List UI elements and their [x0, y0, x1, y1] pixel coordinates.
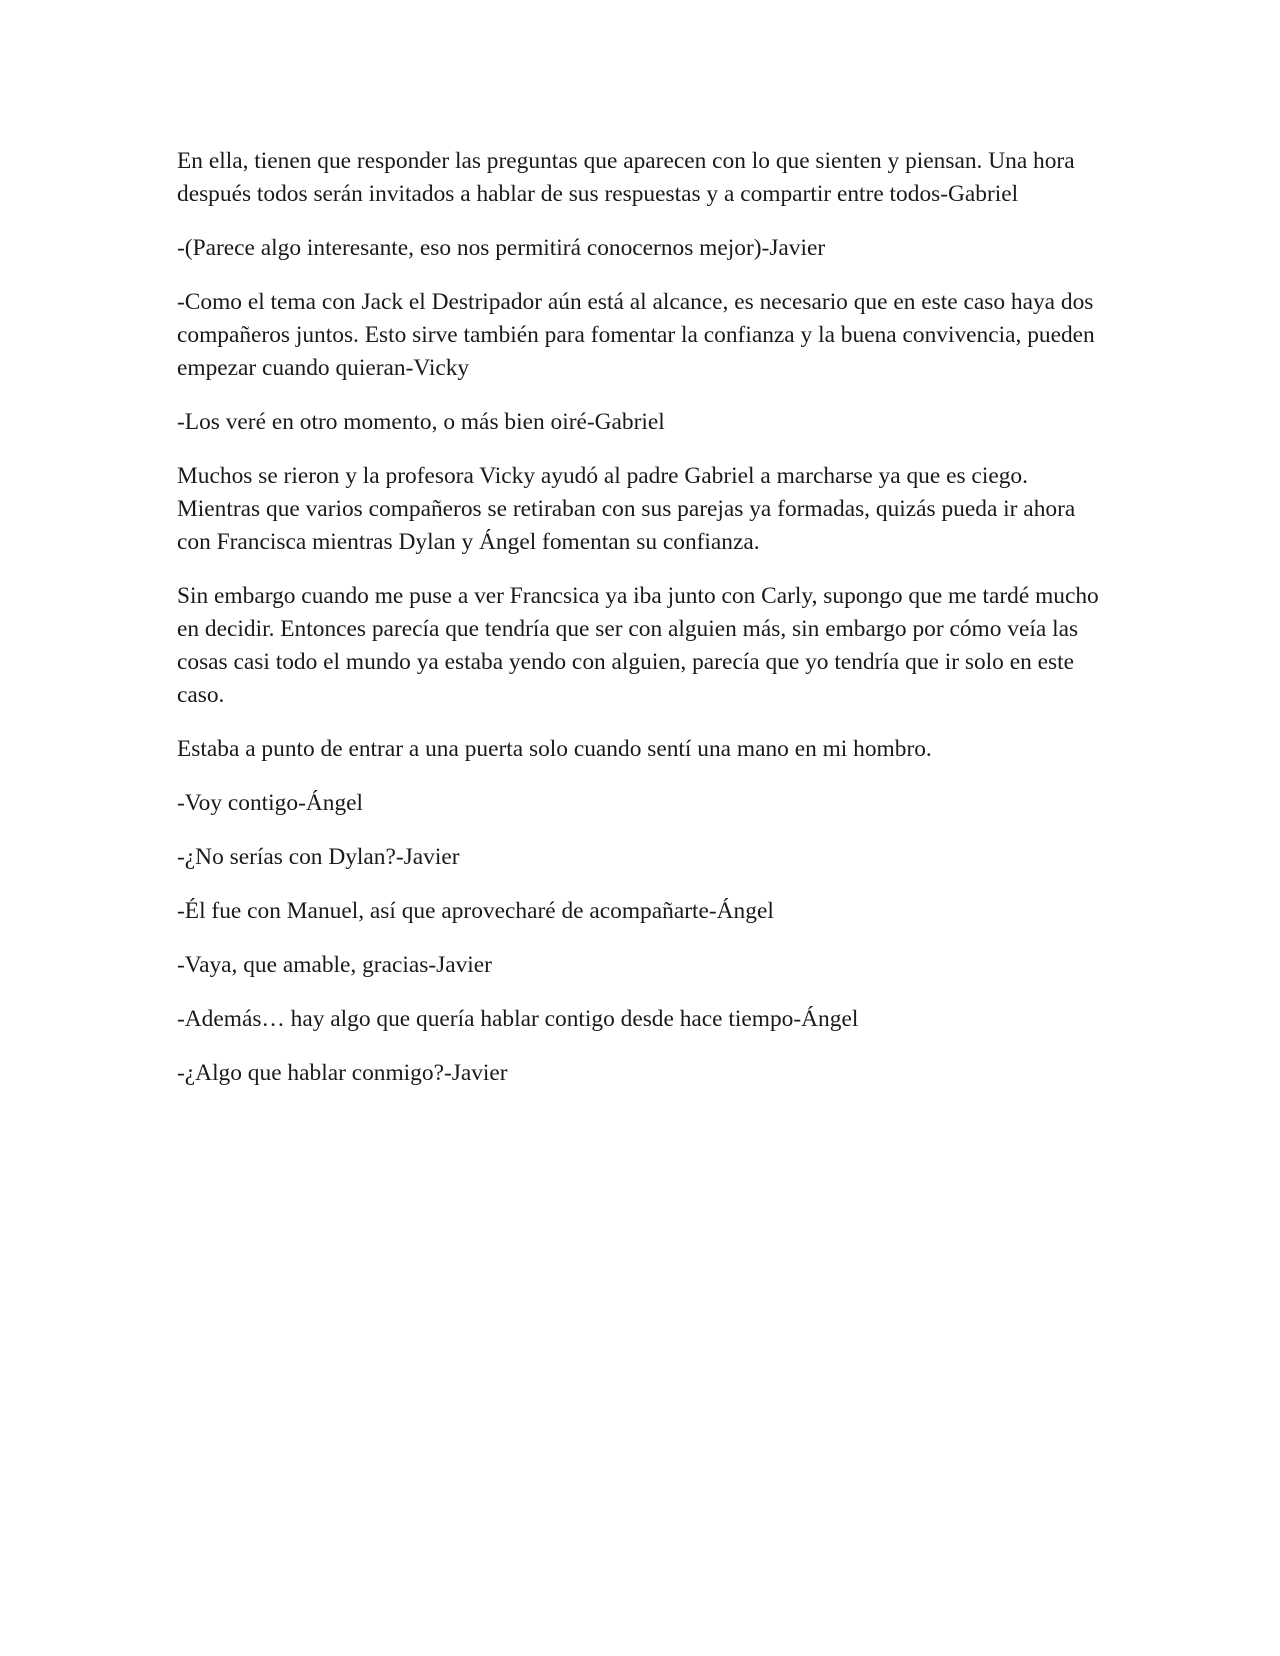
paragraph: -¿No serías con Dylan?-Javier — [177, 844, 460, 870]
paragraph: Sin embargo cuando me puse a ver Francsica ya iba junto con Carly, supongo que me tardé mucho en decidir. Entonces parecía que tendría que ser con alguien más, sin embargo por cómo veía las cosas casi todo el mundo ya estaba yendo con alguien, parecía que yo tendría que ir solo en este caso. — [177, 583, 1099, 708]
paragraph: -Además… hay algo que quería hablar contigo desde hace tiempo-Ángel — [177, 1006, 859, 1032]
paragraph: -Los veré en otro momento, o más bien oiré-Gabriel — [177, 409, 665, 435]
document-body — [177, 145, 1107, 1111]
paragraph: -Como el tema con Jack el Destripador aún está al alcance, es necesario que en este caso haya dos compañeros juntos. Esto sirve también para fomentar la confianza y la buena convivencia, pueden empezar cuando quieran-Vicky — [177, 289, 1095, 381]
paragraph: Muchos se rieron y la profesora Vicky ayudó al padre Gabriel a marcharse ya que es ciego. Mientras que varios compañeros se retiraban con sus parejas ya formadas, quizás pueda ir ahora con Francisca mientras Dylan y Ángel fomentan su confianza. — [177, 463, 1076, 555]
paragraph: -Él fue con Manuel, así que aprovecharé de acompañarte-Ángel — [177, 898, 774, 924]
paragraph: -(Parece algo interesante, eso nos permitirá conocernos mejor)-Javier — [177, 235, 826, 261]
paragraph: -Vaya, que amable, gracias-Javier — [177, 952, 492, 978]
paragraph: En ella, tienen que responder las preguntas que aparecen con lo que sienten y piensan. Una hora después todos serán invitados a hablar de sus respuestas y a compartir entre todos-Gabriel — [177, 148, 1075, 207]
paragraph: -Voy contigo-Ángel — [177, 790, 364, 816]
paragraph: Estaba a punto de entrar a una puerta solo cuando sentí una mano en mi hombro. — [177, 736, 932, 762]
paragraph: -¿Algo que hablar conmigo?-Javier — [177, 1060, 508, 1086]
